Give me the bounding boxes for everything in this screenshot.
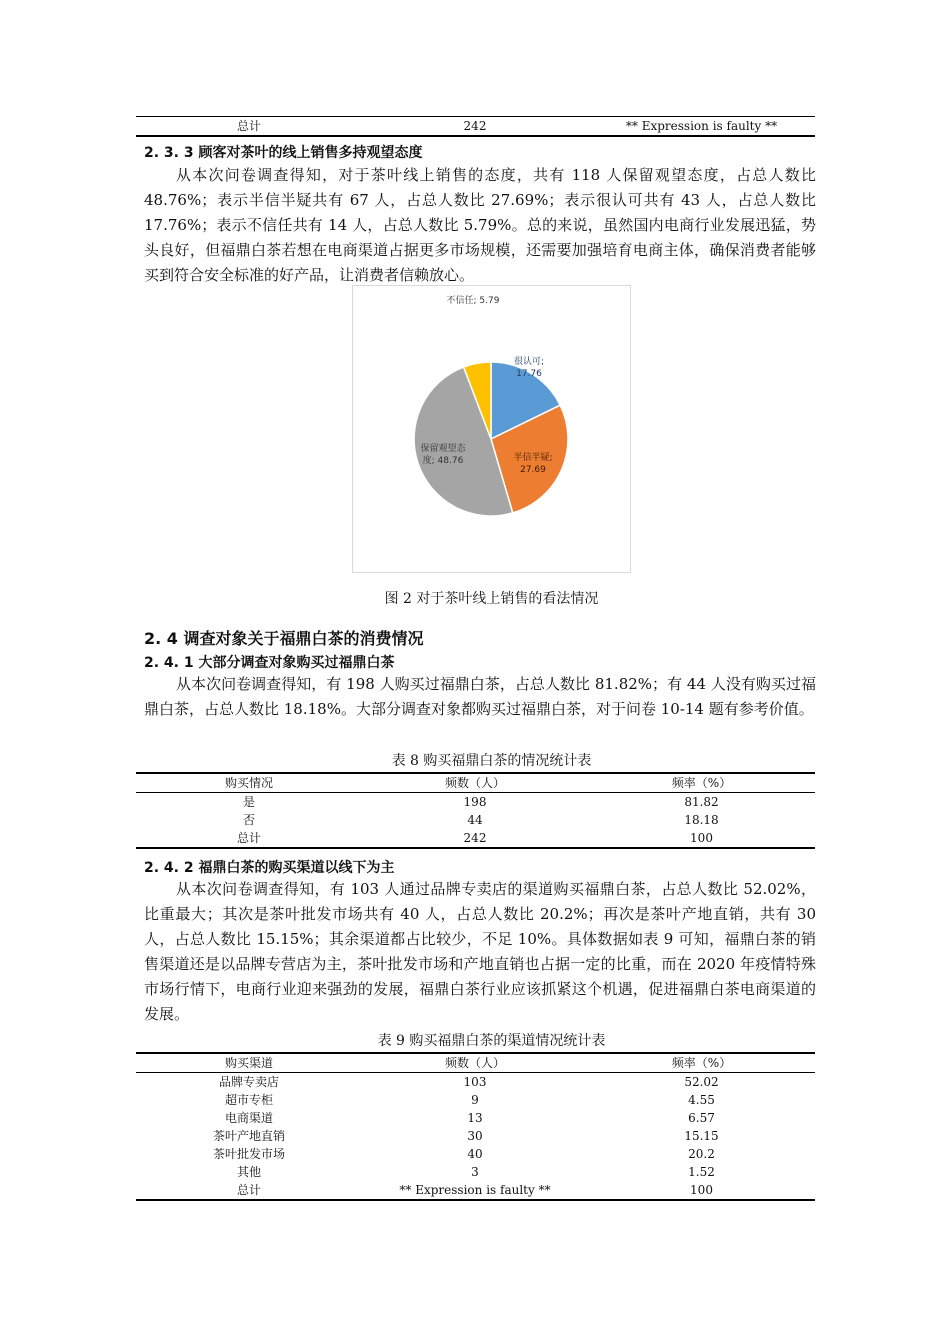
table-row — [136, 1127, 815, 1145]
pie-label-1: 半信半疑; 27.69 — [513, 453, 553, 475]
table-header-row — [136, 773, 815, 793]
table-cell: 44 — [467, 813, 483, 827]
table-row — [136, 1109, 815, 1127]
table8 — [136, 772, 815, 849]
pie-label-0: 很认可; 17.76 — [513, 357, 545, 379]
section-2-3-3-paragraph: 从本次问卷调查得知，对于茶叶线上销售的态度，共有 118 人保留观望态度，占总人数比 48.76%；表示半信半疑共有 67 人，占总人数比 27.69%；表示很认可共有 43 人，占总人数比 17.76%；表示不信任共有 14 人，占总人数比 5.79%。总的来说，虽然国内电商行业发展迅猛，势头良好，但福鼎白茶若想在电商渠道占据更多市场规模，还需要加强培育电商主体，确保消费者能够买到符合安全标准的好产品，让消费者信赖放心。 — [144, 166, 816, 284]
table-row — [136, 1091, 815, 1109]
table-cell: 52.02 — [684, 1075, 719, 1089]
table-cell: 100 — [588, 829, 815, 848]
table-cell: 否 — [242, 813, 255, 827]
top-table-fragment — [136, 116, 815, 137]
table-header-cell: 购买渠道 — [136, 1053, 362, 1073]
table-row — [136, 829, 815, 848]
table-cell: 100 — [588, 1181, 815, 1200]
table-row — [136, 1163, 815, 1181]
table-cell: 6.57 — [688, 1111, 715, 1125]
section-2-4-1-paragraph: 从本次问卷调查得知，有 198 人购买过福鼎白茶，占总人数比 81.82%；有 44 人没有购买过福鼎白茶，占总人数比 18.18%。大部分调查对象都购买过福鼎白茶，对于问卷 10-14 题有参考价值。 — [144, 675, 816, 718]
table-cell: 242 — [362, 117, 588, 137]
section-heading-2-3-3: 2. 3. 3 顾客对茶叶的线上销售多持观望态度 — [144, 145, 423, 161]
table-row — [136, 793, 815, 812]
table-cell: 103 — [463, 1075, 487, 1089]
table-cell: 15.15 — [684, 1129, 719, 1143]
table-cell: 其他 — [236, 1165, 261, 1179]
table-header-cell: 频数（人） — [362, 773, 588, 793]
table-header-cell: 频率（%） — [588, 773, 815, 793]
table-header-row — [136, 1053, 815, 1073]
table-cell: 是 — [242, 795, 255, 809]
table-cell: 13 — [467, 1111, 483, 1125]
table-row — [136, 117, 815, 137]
table-cell: ** Expression is faulty ** — [588, 117, 815, 137]
table8-caption: 表 8 购买福鼎白茶的情况统计表 — [391, 753, 592, 769]
table-cell: 总计 — [136, 1181, 362, 1200]
pie-label-2: 保留观望态度; 48.76 — [420, 444, 466, 466]
table-header-cell: 购买情况 — [136, 773, 362, 793]
table-cell: 茶叶产地直销 — [212, 1129, 285, 1143]
table-cell: 198 — [463, 795, 487, 809]
section-2-4-2-paragraph: 从本次问卷调查得知，有 103 人通过品牌专卖店的渠道购买福鼎白茶，占总人数比 52.02%，比重最大；其次是茶叶批发市场共有 40 人，占总人数比 20.2%；再次是茶叶产地直销，共有 30 人，占总人数比 15.15%；其余渠道都占比较少，不足 10%。具体数据如表 9 可知，福鼎白茶的销售渠道还是以品牌专营店为主，茶叶批发市场和产地直销也占据一定的比重，而在 2020 年疫情特殊市场行情下，电商行业迎来强劲的发展，福鼎白茶行业应该抓紧这个机遇，促进福鼎白茶电商渠道的发展。 — [144, 880, 816, 1023]
table-header-cell: 频数（人） — [362, 1053, 588, 1073]
section-heading-2-4-2: 2. 4. 2 福鼎白茶的购买渠道以线下为主 — [144, 860, 395, 876]
table-cell: 4.55 — [688, 1093, 715, 1107]
table-cell: 81.82 — [684, 795, 719, 809]
table-cell: 20.2 — [688, 1147, 715, 1161]
section-heading-2-4-1: 2. 4. 1 大部分调查对象购买过福鼎白茶 — [144, 655, 395, 671]
pie-label-3: 不信任; 5.79 — [446, 296, 500, 306]
section-heading-2-4: 2. 4 调查对象关于福鼎白茶的消费情况 — [144, 629, 424, 648]
table-cell: 1.52 — [688, 1165, 715, 1179]
table-cell: 242 — [362, 829, 588, 848]
table-cell: 18.18 — [684, 813, 719, 827]
table-row — [136, 1145, 815, 1163]
table-row — [136, 1073, 815, 1092]
table-cell: 电商渠道 — [224, 1111, 273, 1125]
table9 — [136, 1052, 815, 1201]
figure-caption: 图 2 对于茶叶线上销售的看法情况 — [384, 591, 599, 607]
table9-caption: 表 9 购买福鼎白茶的渠道情况统计表 — [377, 1033, 606, 1049]
pie-chart-frame — [352, 285, 631, 573]
table-cell: 品牌专卖店 — [218, 1075, 279, 1089]
table-cell: 3 — [471, 1165, 479, 1179]
table-cell: 茶叶批发市场 — [212, 1147, 285, 1161]
table-row — [136, 811, 815, 829]
table-cell: 30 — [467, 1129, 483, 1143]
table-cell: 总计 — [136, 117, 362, 137]
table-cell: 40 — [467, 1147, 483, 1161]
pie-chart — [353, 286, 630, 572]
table-cell: ** Expression is faulty ** — [362, 1181, 588, 1200]
table-cell: 9 — [471, 1093, 479, 1107]
table-header-cell: 频率（%） — [588, 1053, 815, 1073]
table-cell: 总计 — [136, 829, 362, 848]
table-cell: 超市专柜 — [224, 1093, 273, 1107]
table-row — [136, 1181, 815, 1200]
